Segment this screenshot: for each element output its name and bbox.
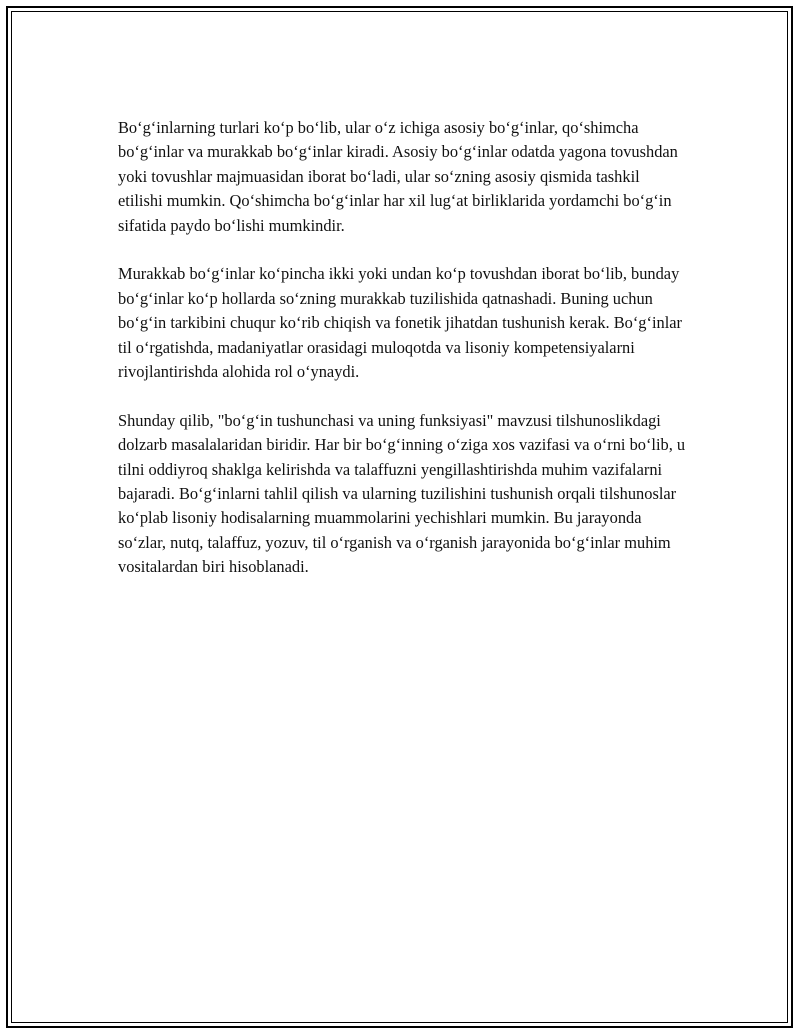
document-body [118,116,688,604]
paragraph-3: Shunday qilib, "bo‘g‘in tushunchasi va uning funksiyasi" mavzusi tilshunoslikdagi dolzarb masalalaridan biridir. Har bir bo‘g‘inning o‘ziga xos vazifasi va o‘rni bo‘lib, u tilni oddiyroq shaklga kelirishda va talaffuzni yengillashtirishda muhim vazifalarni bajaradi. Bo‘g‘inlarni tahlil qilish va ularning tuzilishini tushunish orqali tilshunoslar ko‘plab lisoniy hodisalarning muammolarini yechishlari mumkin. Bu jarayonda so‘zlar, nutq, talaffuz, yozuv, til o‘rganish va o‘rganish jarayonida bo‘g‘inlar muhim vositalardan biri hisoblanadi. [118,410,686,577]
paragraph-1: Bo‘g‘inlarning turlari ko‘p bo‘lib, ular o‘z ichiga asosiy bo‘g‘inlar, qo‘shimcha bo‘g‘inlar va murakkab bo‘g‘inlar kiradi. Asosiy bo‘g‘inlar odatda yagona tovushdan yoki tovushlar majmuasidan iborat bo‘ladi, ular so‘zning asosiy qismida tashkil etilishi mumkin. Qo‘shimcha bo‘g‘inlar har xil lug‘at birliklarida yordamchi bo‘g‘in sifatida paydo bo‘lishi mumkindir. [118,118,678,235]
paragraph-2: Murakkab bo‘g‘inlar ko‘pincha ikki yoki undan ko‘p tovushdan iborat bo‘lib, bunday bo‘g‘inlar ko‘p hollarda so‘zning murakkab tuzilishida qatnashadi. Buning uchun bo‘g‘in tarkibini chuqur ko‘rib chiqish va fonetik jihatdan tushunish kerak. Bo‘g‘inlar til o‘rgatishda, madaniyatlar orasidagi muloqotda va lisoniy kompetensiyalarni rivojlantirishda alohida rol o‘ynaydi. [118,264,682,382]
